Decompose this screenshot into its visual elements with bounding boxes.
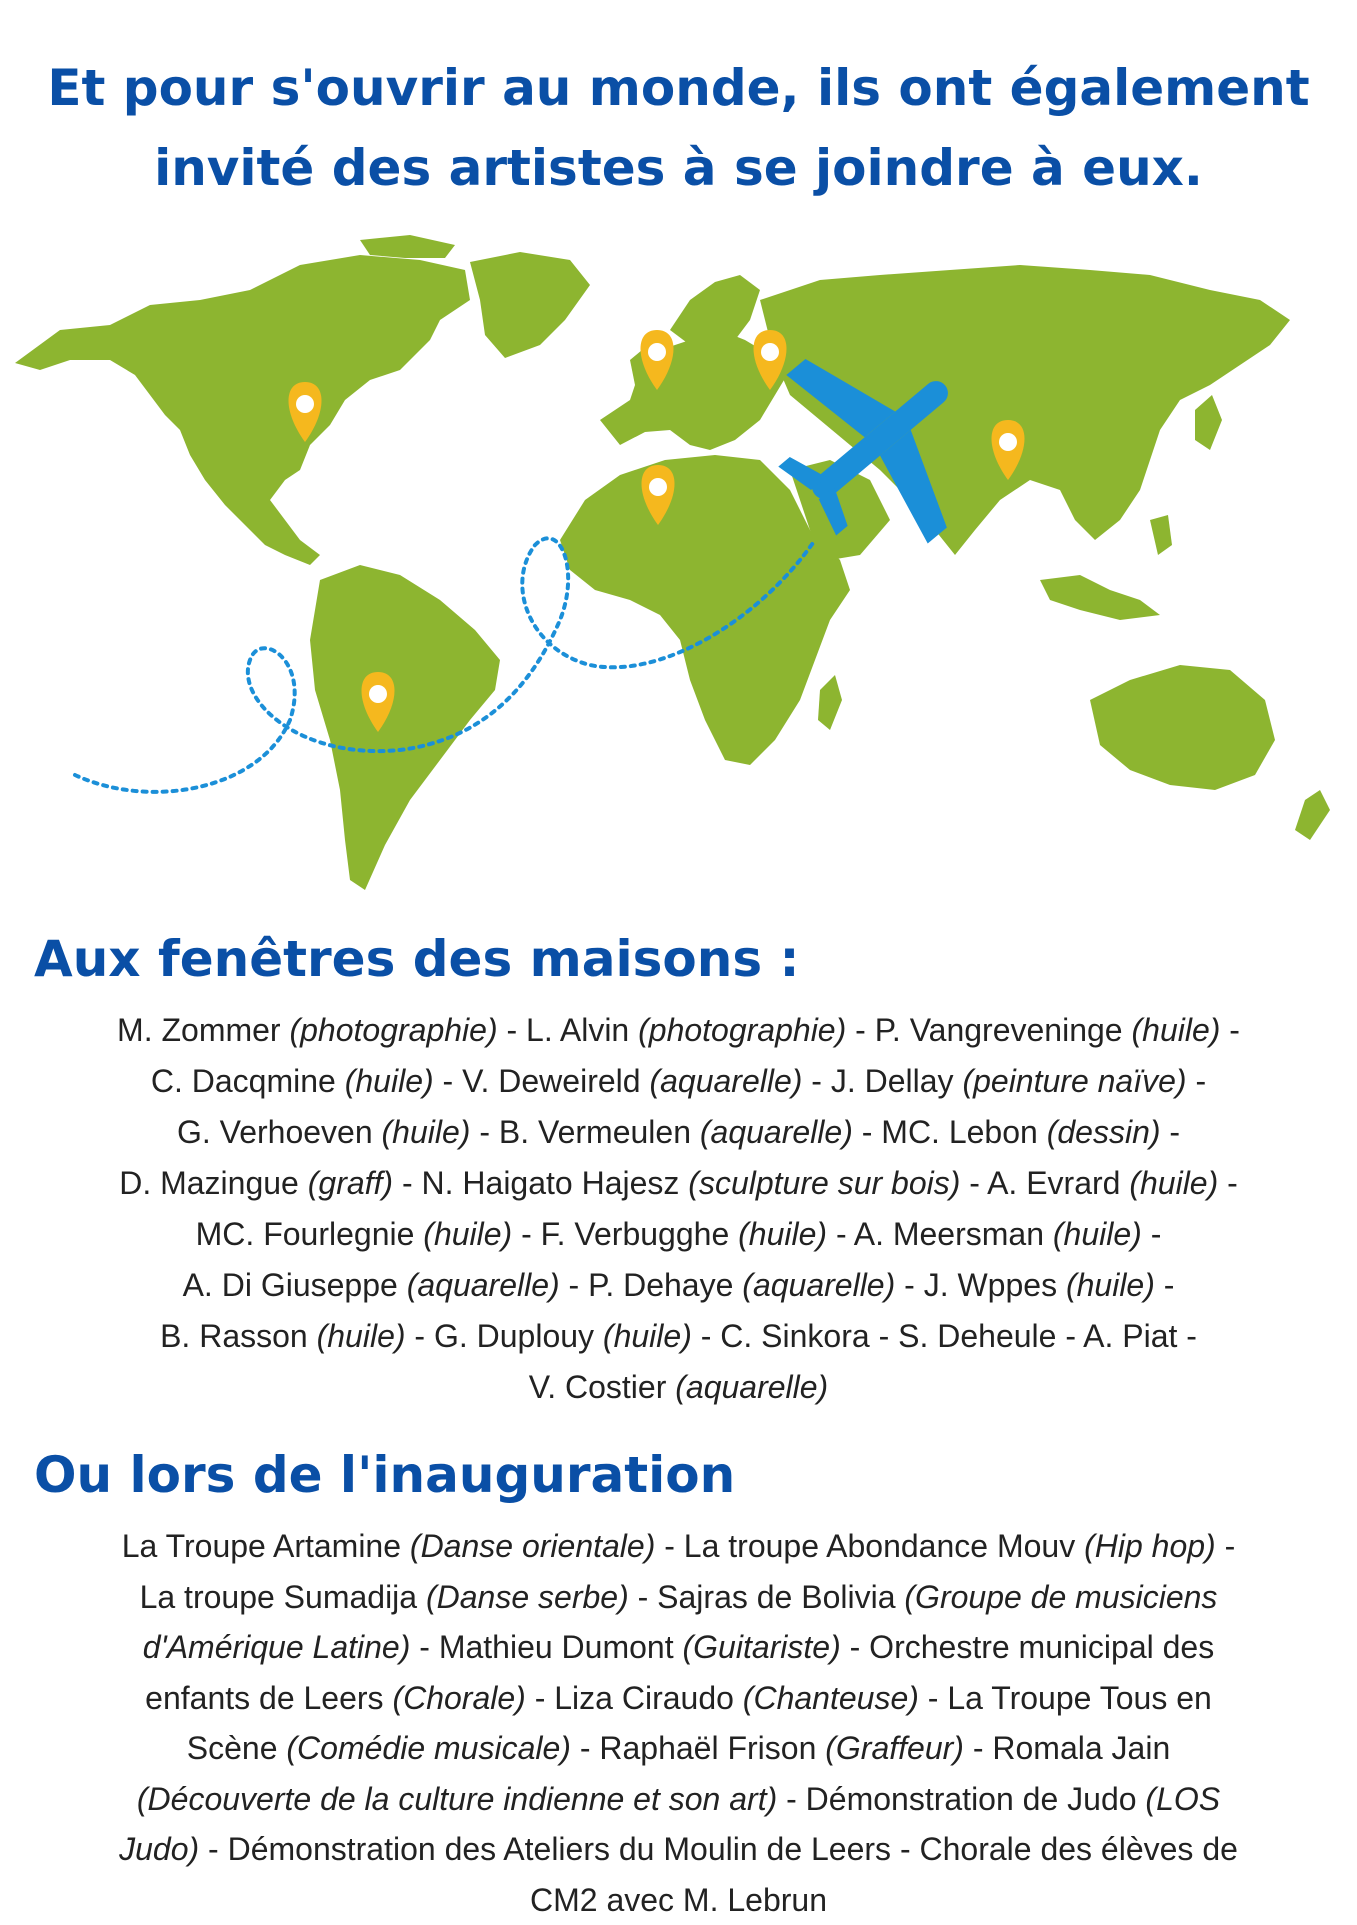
- madagascar: [818, 675, 842, 730]
- discipline-label: (aquarelle): [407, 1267, 560, 1303]
- discipline-label: (Graffeur): [825, 1730, 964, 1766]
- artist-name: - La troupe Abondance Mouv: [655, 1528, 1084, 1564]
- artist-name: - La Troupe Tous en: [919, 1680, 1212, 1716]
- artist-name: enfants de Leers: [145, 1680, 392, 1716]
- discipline-label: (huile): [382, 1114, 471, 1150]
- discipline-label: (huile): [1131, 1012, 1220, 1048]
- discipline-label: (peinture naïve): [962, 1063, 1186, 1099]
- artist-name: - N. Haigato Hajesz: [393, 1165, 688, 1201]
- artist-name: -: [1216, 1528, 1236, 1564]
- discipline-label: (huile): [1066, 1267, 1155, 1303]
- discipline-label: (Danse serbe): [426, 1579, 629, 1615]
- heading-inauguration: Ou lors de l'inauguration: [34, 1446, 735, 1504]
- text-line: [18, 1723, 1339, 1774]
- artists-list-windows: [18, 1005, 1339, 1413]
- text-line: [18, 1158, 1339, 1209]
- artist-name: -: [1220, 1012, 1240, 1048]
- artist-name: - Liza Ciraudo: [526, 1680, 743, 1716]
- artist-name: - G. Duplouy: [406, 1318, 603, 1354]
- text-line: [18, 1056, 1339, 1107]
- discipline-label: (Chanteuse): [743, 1680, 919, 1716]
- artist-name: CM2 avec M. Lebrun: [530, 1882, 827, 1918]
- artist-name: V. Costier: [529, 1369, 675, 1405]
- text-line: [18, 1774, 1339, 1825]
- artist-name: - V. Deweireld: [434, 1063, 650, 1099]
- discipline-label: (Comédie musicale): [286, 1730, 571, 1766]
- artist-name: -: [1142, 1216, 1162, 1252]
- artist-name: D. Mazingue: [119, 1165, 308, 1201]
- discipline-label: (aquarelle): [700, 1114, 853, 1150]
- discipline-label: d'Amérique Latine): [143, 1629, 411, 1665]
- discipline-label: Judo): [119, 1831, 199, 1867]
- discipline-label: (dessin): [1047, 1114, 1161, 1150]
- page-title: [0, 48, 1357, 208]
- world-map: [0, 230, 1357, 910]
- discipline-label: (huile): [1053, 1216, 1142, 1252]
- artist-name: - Mathieu Dumont: [410, 1629, 682, 1665]
- artist-name: - MC. Lebon: [853, 1114, 1047, 1150]
- north-america: [15, 255, 470, 565]
- discipline-label: (Guitariste): [682, 1629, 840, 1665]
- artist-name: M. Zommer: [117, 1012, 289, 1048]
- artist-name: - Romala Jain: [964, 1730, 1170, 1766]
- text-line: [18, 1673, 1339, 1724]
- artist-name: - A. Meersman: [827, 1216, 1053, 1252]
- artist-name: -: [1155, 1267, 1175, 1303]
- artist-name: Scène: [187, 1730, 287, 1766]
- artist-name: C. Dacqmine: [151, 1063, 345, 1099]
- text-line: [18, 1107, 1339, 1158]
- new-zealand: [1295, 790, 1330, 840]
- text-line: [18, 1209, 1339, 1260]
- artist-name: - F. Verbugghe: [512, 1216, 738, 1252]
- discipline-label: (huile): [738, 1216, 827, 1252]
- discipline-label: (Groupe de musiciens: [904, 1579, 1217, 1615]
- text-line: [18, 1824, 1339, 1875]
- discipline-label: (LOS: [1145, 1781, 1220, 1817]
- continents: [15, 235, 1330, 890]
- indonesia: [1040, 575, 1160, 620]
- discipline-label: (Danse orientale): [410, 1528, 655, 1564]
- discipline-label: (sculpture sur bois): [688, 1165, 960, 1201]
- artist-name: La Troupe Artamine: [122, 1528, 410, 1564]
- text-line: [18, 1311, 1339, 1362]
- artist-name: MC. Fourlegnie: [196, 1216, 424, 1252]
- artist-name: - Orchestre municipal des: [841, 1629, 1214, 1665]
- text-line: [18, 1362, 1339, 1413]
- artist-name: - P. Vangreveninge: [846, 1012, 1131, 1048]
- discipline-label: (huile): [317, 1318, 406, 1354]
- australia: [1090, 665, 1275, 790]
- artist-name: - C. Sinkora - S. Deheule - A. Piat -: [692, 1318, 1197, 1354]
- discipline-label: (photographie): [638, 1012, 846, 1048]
- heading-windows: Aux fenêtres des maisons :: [34, 930, 799, 988]
- discipline-label: (huile): [345, 1063, 434, 1099]
- arctic-islands: [360, 235, 455, 258]
- discipline-label: (huile): [423, 1216, 512, 1252]
- text-line: [18, 1521, 1339, 1572]
- text-line: [18, 1875, 1339, 1925]
- greenland: [470, 252, 590, 358]
- artist-name: G. Verhoeven: [177, 1114, 382, 1150]
- artist-name: - L. Alvin: [498, 1012, 639, 1048]
- discipline-label: (huile): [1129, 1165, 1218, 1201]
- artist-name: - Démonstration des Ateliers du Moulin de Leers - Chorale des élèves de: [199, 1831, 1238, 1867]
- discipline-label: (huile): [603, 1318, 692, 1354]
- discipline-label: (graff): [308, 1165, 393, 1201]
- philippines: [1150, 515, 1172, 555]
- artist-name: La troupe Sumadija: [140, 1579, 426, 1615]
- artist-name: - B. Vermeulen: [470, 1114, 699, 1150]
- artist-name: -: [1187, 1063, 1207, 1099]
- text-line: [18, 1572, 1339, 1623]
- discipline-label: (Hip hop): [1084, 1528, 1216, 1564]
- discipline-label: (photographie): [289, 1012, 497, 1048]
- discipline-label: (aquarelle): [649, 1063, 802, 1099]
- artist-name: - Raphaël Frison: [571, 1730, 825, 1766]
- artists-list-inauguration: [18, 1521, 1339, 1925]
- artist-name: - Démonstration de Judo: [777, 1781, 1145, 1817]
- artist-name: - Sajras de Bolivia: [629, 1579, 905, 1615]
- text-line: [18, 1260, 1339, 1311]
- artist-name: - P. Dehaye: [560, 1267, 743, 1303]
- scandinavia: [670, 275, 760, 345]
- discipline-label: (Chorale): [392, 1680, 525, 1716]
- artist-name: - A. Evrard: [960, 1165, 1129, 1201]
- artist-name: -: [1161, 1114, 1181, 1150]
- artist-name: -: [1218, 1165, 1238, 1201]
- japan: [1195, 395, 1222, 450]
- discipline-label: (Découverte de la culture indienne et son art): [137, 1781, 777, 1817]
- artist-name: A. Di Giuseppe: [183, 1267, 407, 1303]
- discipline-label: (aquarelle): [742, 1267, 895, 1303]
- discipline-label: (aquarelle): [675, 1369, 828, 1405]
- artist-name: B. Rasson: [160, 1318, 317, 1354]
- title-line-2: invité des artistes à se joindre à eux.: [0, 128, 1357, 208]
- artist-name: - J. Wppes: [895, 1267, 1066, 1303]
- text-line: [18, 1622, 1339, 1673]
- text-line: [18, 1005, 1339, 1056]
- title-line-1: Et pour s'ouvrir au monde, ils ont également: [0, 48, 1357, 128]
- artist-name: - J. Dellay: [802, 1063, 962, 1099]
